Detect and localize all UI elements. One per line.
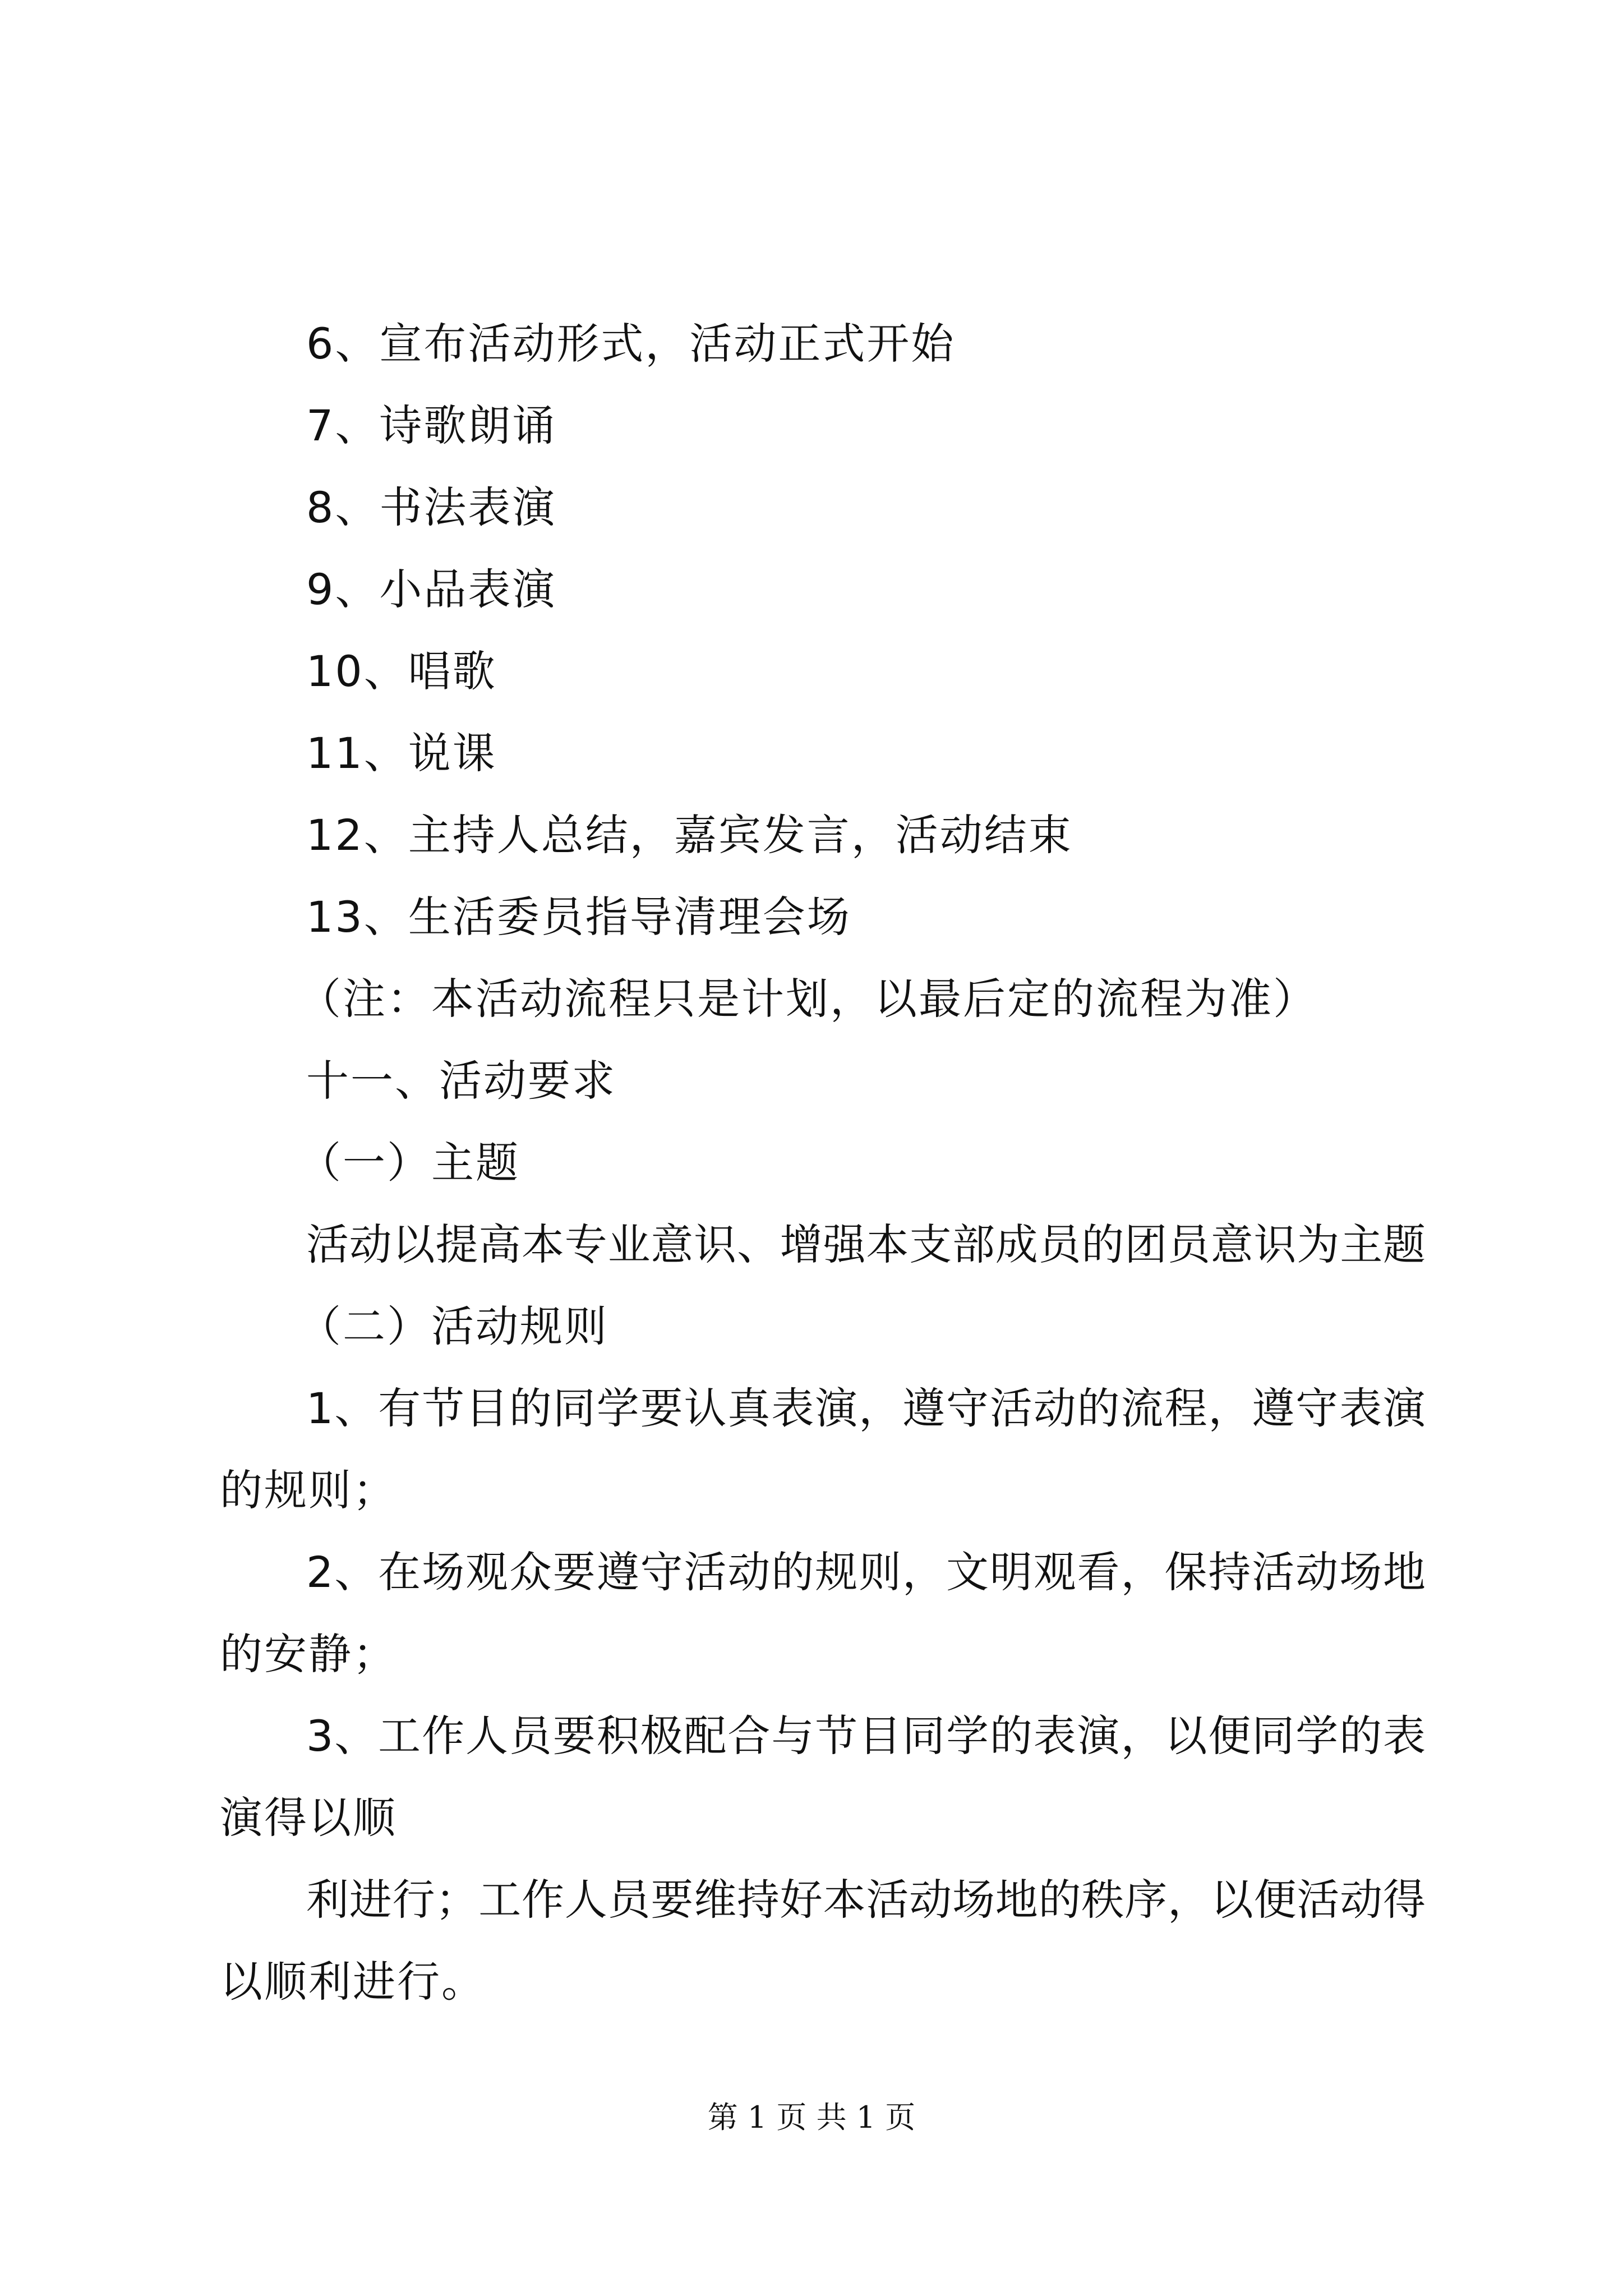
subheading-theme: （一）主题 xyxy=(298,1138,520,1188)
document-body xyxy=(220,303,1426,2023)
page-footer: 第 1 页 共 1 页 xyxy=(707,2100,916,2135)
rule-3-continuation-line-2: 以顺利进行。 xyxy=(220,1957,486,2007)
rule-2-line-1: 2、在场观众要遵守活动的规则，文明观看，保持活动场地 xyxy=(306,1547,1426,1597)
theme-text: 活动以提高本专业意识、增强本支部成员的团员意识为主题 xyxy=(306,1220,1426,1269)
rule-1-line-1: 1、有节目的同学要认真表演，遵守活动的流程，遵守表演 xyxy=(306,1383,1426,1433)
process-note: （注：本活动流程只是计划，以最后定的流程为准） xyxy=(298,974,1317,1024)
rule-3-line-1: 3、工作人员要积极配合与节目同学的表演，以便同学的表 xyxy=(306,1711,1426,1761)
list-item-step-11: 11、说课 xyxy=(306,728,497,778)
list-item-step-12: 12、主持人总结，嘉宾发言，活动结束 xyxy=(306,810,1073,860)
subheading-rules: （二）活动规则 xyxy=(298,1301,608,1351)
rule-1-line-2: 的规则； xyxy=(220,1465,397,1515)
list-item-step-6: 6、宣布活动形式，活动正式开始 xyxy=(306,319,956,369)
list-item-step-10: 10、唱歌 xyxy=(306,646,497,696)
list-item-step-13: 13、生活委员指导清理会场 xyxy=(306,892,851,942)
section-heading-requirements: 十一、活动要求 xyxy=(306,1056,616,1106)
rule-3-line-2: 演得以顺 xyxy=(220,1793,397,1843)
list-item-step-9: 9、小品表演 xyxy=(306,564,557,614)
list-item-step-8: 8、书法表演 xyxy=(306,482,557,532)
list-item-step-7: 7、诗歌朗诵 xyxy=(306,401,557,450)
rule-2-line-2: 的安静； xyxy=(220,1629,397,1679)
rule-3-continuation-line-1: 利进行；工作人员要维持好本活动场地的秩序，以便活动得 xyxy=(306,1875,1426,1925)
